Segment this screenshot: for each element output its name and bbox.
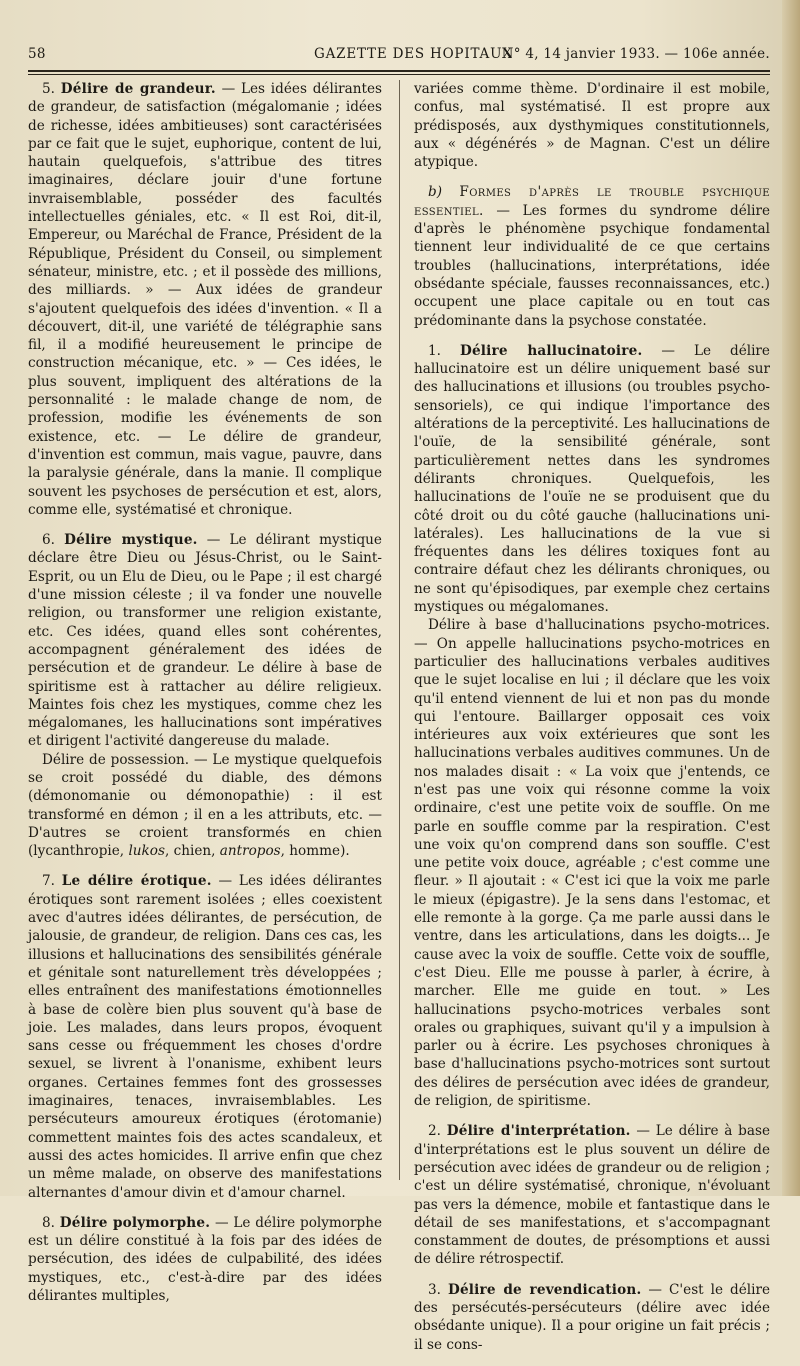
- paragraph-delire-hallucinatoire: 1. Délire hallucinatoire. — Le délire hallucinatoire est un délire uniquement basé sur des hallucinations et illusions (ou troubles psycho-sensoriels), ce qui indique l'importance des altérations de la perceptivité. Les hallucinations de l'ouïe, de la sensibilité générale, sont particulièrement nettes dans les syndromes délirants chroniques. Quelquefois, les hallucinations de l'ouïe ne se produisent que du côté droit ou du côté gauche (hallucinations uni-latérales). Les hallucinations de la vue si fréquentes dans les délires toxiques font au contraire défaut chez les délirants chroniques, ou ne sont qu'épisodiques, par exemple chez certains mystiques ou mégalomanes.: [414, 342, 770, 616]
- journal-title: GAZETTE DES HOPITAUX: [314, 46, 513, 62]
- left-column: [28, 80, 382, 1317]
- section-heading: Délire d'interprétation.: [446, 1123, 631, 1140]
- paragraph-delire-possession: Délire de possession. — Le mystique quelquefois se croit possédé du diable, des démons (démonomanie ou démonopathie) : il est transformé en démon ; il en a les attributs, etc. — D'autres se croient transformés en chien (lycanthropie, lukos, chien, antropos, homme).: [28, 751, 382, 860]
- page-edge: [782, 0, 800, 1196]
- paragraph-formes: b) Formes d'après le trouble psychique essentiel. — Les formes du syndrome délire d'après le phénomène psychique fondamental tiennent leur individualité de ce que certains troubles (hallucinations, interprétations, idée obsédante spéciale, fausses reconnaissances, etc.) occupent une place capitale ou en tout cas prédominante dans la psychose constatée.: [414, 184, 770, 329]
- issue-info: N° 4, 14 janvier 1933. — 106e année.: [501, 46, 770, 62]
- paragraph-hallucinations-psycho-motrices: Délire à base d'hallucinations psycho-motrices. — On appelle hallucinations psycho-motrices en particulier des hallucinations verbales auditives que le sujet localise en lui ; il déclare que les voix qu'il entend viennent de lui et non pas du monde qui l'entoure. Baillarger opposait ces voix intérieures aux voix extérieures que sont les hallucinations verbales auditives communes. Un de nos malades disait : « La voix que j'entends, ce n'est pas une voix qui résonne comme la voix ordinaire, c'est une petite voix de souffle. On me parle en souffle comme par la respiration. C'est une voix qu'on comprend dans son souffle. C'est une petite voix douce, agréable ; c'est comme une fleur. » Il ajoutait : « C'est ici que la voix me parle le mieux (épigastre). Je la sens dans l'estomac, et elle remonte à la gorge. Ça me parle aussi dans le ventre, dans les articulations, dans les doigts... Je cause avec la voix de souffle. Cette voix de souffle, c'est Dieu. Elle me pousse à parler, à écrire, à marcher. Elle me guide en tout. » Les hallucinations psycho-motrices verbales sont orales ou graphiques, suivant qu'il y a impulsion à parler ou à écrire. Les psychoses chroniques à base d'hallucinations psycho-motrices sont surtout des délires de persécution avec idées de grandeur, de religion, de spiritisme.: [414, 617, 770, 1110]
- paragraph-delire-polymorphe: 8. Délire polymorphe. — Le délire polymorphe est un délire constitué à la fois par des idées de persécution, des idées de culpabilité, des idées mystiques, etc., c'est-à-dire par des idées délirantes multiples,: [28, 1214, 382, 1304]
- section-heading: Délire de revendication.: [447, 1281, 642, 1298]
- right-column: [414, 80, 770, 1366]
- section-heading: Délire polymorphe.: [59, 1214, 211, 1231]
- paragraph-delire-mystique: 6. Délire mystique. — Le délirant mystique déclare être Dieu ou Jésus-Christ, ou le Saint-Esprit, ou un Elu de Dieu, ou le Pape ; il est chargé d'une mission céleste ; il va fonder une nouvelle religion, ou transformer une religion existante, etc. Ces idées, quand elles sont cohérentes, accompagnent généralement des idées de persécution et de grandeur. Le délire à base de spiritisme est à rattacher au délire religieux. Maintes fois chez les mystiques, comme chez les mégalomanes, les hallucinations sont impératives et dirigent l'activité dangereuse du malade.: [28, 532, 382, 750]
- column-divider: [399, 80, 400, 1180]
- paragraph-delire-grandeur: 5. Délire de grandeur. — Les idées délirantes de grandeur, de satisfaction (mégalomanie ; idées de richesse, idées ambitieuses) sont caractérisées par ce fait que le sujet, euphorique, content de lui, hautain quelquefois, s'attribue des titres imaginaires, déclare jouir d'une fortune invraisemblable, posséder des facultés intellectuelles géniales, etc. « Il est Roi, dit-il, Empereur, ou Maréchal de France, Président de la République, Président du Conseil, ou simplement sénateur, ministre, etc. ; et il possède des millions, des milliards. » — Aux idées de grandeur s'ajoutent quelquefois des idées d'invention. « Il a découvert, dit-il, une variété de télégraphie sans fil, il a modifié heureusement le principe de construction mécanique, etc. » — Ces idées, le plus souvent, impliquent des altérations de la personnalité : le malade change de nom, de profession, modifie les événements de son existence, etc. — Le délire de grandeur, d'invention est commun, mais vague, pauvre, dans la paralysie générale, dans la manie. Il complique souvent les psychoses de persécution et est, alors, comme elle, systématisé et chronique.: [28, 81, 383, 518]
- header-rule: [28, 70, 770, 75]
- section-heading: Délire mystique.: [64, 532, 198, 549]
- section-heading: Délire de grandeur.: [60, 81, 216, 97]
- section-heading: Le délire érotique.: [61, 873, 212, 890]
- section-heading: Délire hallucinatoire.: [459, 342, 643, 359]
- subsection-heading: Formes d'après le trouble psychique essentiel.: [414, 184, 770, 219]
- paragraph-delire-erotique: 7. Le délire érotique. — Les idées délirantes érotiques sont rarement isolées ; elles coexistent avec d'autres idées délirantes, de persécution, de jalousie, de grandeur, de religion. Dans ces cas, les illusions et hallucinations des sensibilités générale et génitale sont naturellement très développées ; elles entraînent des manifestations émotionnelles à base de colère bien plus souvent qu'à base de joie. Les malades, dans leurs propos, évoquent sans cesse ou fréquemment les choses d'ordre sexuel, se livrent à l'onanisme, exhibent leurs organes. Certaines femmes font des grossesses imaginaires, tenaces, invraisemblables. Les persécuteurs amoureux érotiques (érotomanie) commettent maintes fois des actes scandaleux, et aussi des actes homicides. Il arrive enfin que chez un même malade, on observe des manifestations alternantes d'amour divin et d'amour charnel.: [28, 873, 383, 1201]
- paragraph-delire-revendication: 3. Délire de revendication. — C'est le délire des persécutés-persécuteurs (délire avec idée obsédante unique). Il a pour origine un fait précis ; il se cons-: [414, 1281, 770, 1353]
- running-header: [28, 44, 770, 68]
- paragraph-delire-interpretation: 2. Délire d'interprétation. — Le délire à base d'interprétations est le plus souvent un délire de persécution avec idées de grandeur ou de religion ; c'est un délire systématisé, chronique, n'évoluant pas vers la démence, mobile et fantastique dans le détail de ses manifestations, et s'accompagnant constamment de doutes, de présomptions et aussi de délire rétrospectif.: [414, 1123, 770, 1268]
- paragraph-continuation: variées comme thème. D'ordinaire il est mobile, confus, mal systématisé. Il est propre aux prédisposés, aux dysthymiques constitutionnels, aux « dégénérés » de Magnan. C'est un délire atypique.: [414, 81, 770, 171]
- page-number: 58: [28, 46, 46, 62]
